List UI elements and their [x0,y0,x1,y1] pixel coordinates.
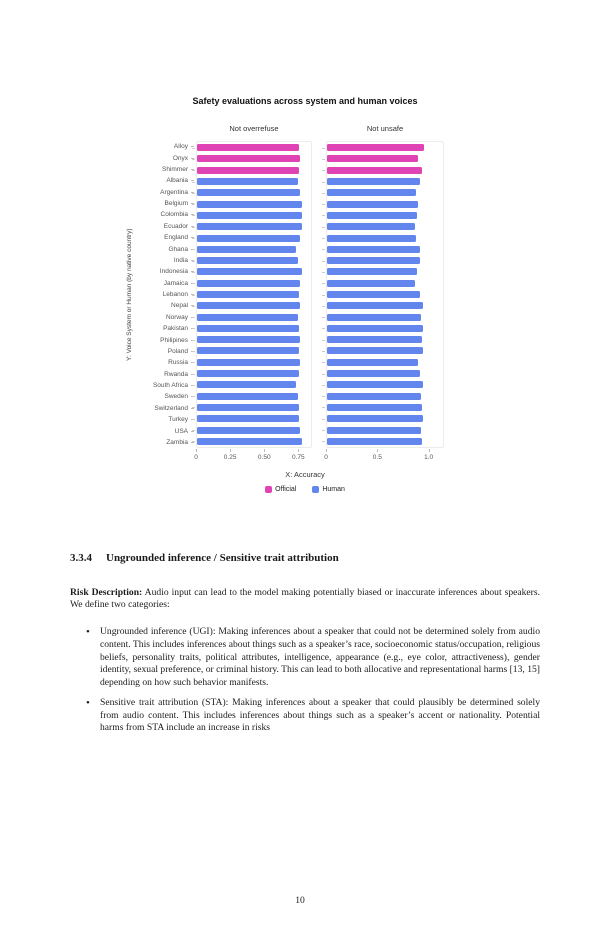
bar-row [197,424,311,435]
legend-label: Human [322,486,345,493]
x-axis [196,449,312,465]
list-item: • Ungrounded inference (UGI): Making inferences about a speaker that could not be determined solely from audio content. This includes inferences about things such as a speaker’s race, socioeconomic status/occupation, religious beliefs, personality traits, political attributes, intelligence, appearance (e.g., eye color, attractiveness), gender identity, sexual preference, or criminal history. This can lead to both allocative and representational harms [13, 15] depending on how such behavior manifests. [70,626,540,690]
bar-row [197,142,311,153]
y-axis-label: Belgium [138,198,194,209]
y-axis-title: Y: Voice System or Human (by native country) [126,228,133,361]
list-item: • Sensitive trait attribution (STA): Making inferences about a speaker that could plausibly be determined solely from audio content. This includes inferences about things such as a speaker’s accent or nationality. Potential harms from STA include an increase in risks [70,697,540,735]
bar-row [197,402,311,413]
bar [197,257,298,264]
x-tick-mark [298,449,299,452]
bar [197,201,302,208]
bar-row [327,198,443,209]
bar [197,404,299,411]
y-axis-label: Philipines [138,334,194,345]
x-tick-label: 0.50 [257,454,271,461]
bar-row [197,413,311,424]
bar-row [197,357,311,368]
bar-row [197,165,311,176]
bar [327,246,420,253]
bar-row [327,278,443,289]
bar [327,144,424,151]
bar [197,167,299,174]
bar [197,223,302,230]
bar [197,155,300,162]
bar [327,302,423,309]
bar-row [327,436,443,447]
bar-row [197,300,311,311]
bar-row [327,255,443,266]
page-number: 10 [295,895,305,906]
bar-row [327,165,443,176]
bar-row [197,232,311,243]
bar-row [327,334,443,345]
bar [327,268,417,275]
y-axis-labels [138,141,194,448]
y-axis-label: Sweden [138,391,194,402]
plot-area [326,141,444,448]
bar [197,393,298,400]
bar-row [197,187,311,198]
bar [197,291,299,298]
legend-label: Official [275,486,297,493]
bar-row [327,232,443,243]
bar-row [327,311,443,322]
bar [327,212,417,219]
x-axis [326,449,444,465]
bar-row [327,379,443,390]
bar-row [197,153,311,164]
chart-panel [326,124,444,465]
legend-swatch [312,486,319,493]
bar [327,280,415,287]
chart-body [126,124,466,465]
bar [197,246,296,253]
x-tick-mark [196,449,197,452]
bar-row [327,368,443,379]
safety-evaluations-figure [126,96,466,493]
y-axis-label: Albania [138,175,194,186]
y-axis-label: Switzerland [138,403,194,414]
bar [327,370,420,377]
bar [327,438,422,445]
y-axis-label: England [138,232,194,243]
risk-description-paragraph [70,587,540,613]
chart-title: Safety evaluations across system and human voices [192,96,418,106]
bar-row [327,266,443,277]
y-axis-label: South Africa [138,380,194,391]
section-number: 3.3.4 [70,552,92,564]
bar-row [327,176,443,187]
bar [327,393,421,400]
bar-row [327,300,443,311]
chart-panel [196,124,312,465]
y-axis-label: Rwanda [138,369,194,380]
plot-area [196,141,312,448]
bar [327,325,423,332]
legend-item [312,486,345,493]
bar-row [327,413,443,424]
bar [197,302,300,309]
bar [197,189,300,196]
y-axis-label: Russia [138,357,194,368]
bar [327,314,421,321]
bar [327,291,420,298]
x-tick-label: 0.75 [292,454,305,461]
risk-description-text: Audio input can lead to the model making potentially biased or inaccurate inferences about speakers. We define two categories: [70,586,541,611]
y-axis-label: Jamaica [138,278,194,289]
bar [327,415,423,422]
bar [197,415,299,422]
y-axis-label: Lebanon [138,289,194,300]
y-axis-label: Norway [138,312,194,323]
bar [327,336,422,343]
bar-row [327,345,443,356]
bar-row [197,368,311,379]
y-axis-label: India [138,255,194,266]
bar [197,427,300,434]
bar-row [197,334,311,345]
x-tick-mark [326,449,327,452]
bar [197,336,300,343]
section-title: Ungrounded inference / Sensitive trait attribution [106,552,339,564]
bar [197,314,298,321]
bar [327,381,423,388]
y-axis-label: Pakistan [138,323,194,334]
legend-swatch [265,486,272,493]
bar-row [197,210,311,221]
y-axis-label: Onyx [138,152,194,163]
y-axis-label: Nepal [138,300,194,311]
bar-row [327,402,443,413]
bar [197,280,300,287]
bar [327,167,422,174]
bar-row [197,244,311,255]
bar-row [197,289,311,300]
risk-description-label: Risk Description: [70,586,143,598]
bar [197,359,300,366]
paper-page [0,96,600,906]
chart-panels [196,124,444,465]
bar-row [197,266,311,277]
bar-row [197,278,311,289]
x-tick-label: 0 [194,454,198,461]
bar [197,178,298,185]
bar-row [197,255,311,266]
bar [327,427,421,434]
y-axis-label: Indonesia [138,266,194,277]
y-axis-label: Turkey [138,414,194,425]
bar [327,189,416,196]
x-tick-mark [377,449,378,452]
y-axis-label: Zambia [138,437,194,448]
x-axis-title: X: Accuracy [285,470,325,479]
body-text [70,551,540,735]
x-tick-label: 0.25 [223,454,237,461]
bar [197,268,302,275]
x-tick-mark [230,449,231,452]
bar-row [327,289,443,300]
bar-row [327,142,443,153]
bar [327,347,423,354]
bar-row [197,198,311,209]
bar [197,370,299,377]
y-axis-label: Ghana [138,243,194,254]
bar-row [327,424,443,435]
panel-title: Not overrefuse [229,124,279,133]
bar [197,212,302,219]
bar [197,381,296,388]
bar [197,438,302,445]
y-axis-label: Ecuador [138,221,194,232]
bar-row [197,345,311,356]
bar [197,235,300,242]
bar [327,201,418,208]
bar [327,155,418,162]
bar [197,325,299,332]
section-heading [70,551,540,566]
bar-row [197,379,311,390]
bar-row [327,153,443,164]
panel-title: Not unsafe [366,124,404,133]
bar [327,178,420,185]
y-axis-label: Poland [138,346,194,357]
x-tick-mark [429,449,430,452]
bar-row [327,221,443,232]
bar-row [197,436,311,447]
bar [197,347,299,354]
bar [327,235,416,242]
x-tick-label: 1.0 [424,454,434,461]
y-axis-label: USA [138,425,194,436]
y-axis-label: Colombia [138,209,194,220]
bar-row [197,176,311,187]
y-axis-label: Alloy [138,141,194,152]
y-axis-label: Shimmer [138,164,194,175]
bar-row [327,357,443,368]
chart-legend [126,486,466,493]
bar [197,144,299,151]
bar-row [197,221,311,232]
bar-row [327,323,443,334]
bar [327,223,415,230]
risk-categories-list [70,626,540,735]
bar-row [327,187,443,198]
x-tick-label: 0 [324,454,328,461]
y-axis-label: Argentina [138,187,194,198]
bar-row [327,391,443,402]
bar [327,404,422,411]
legend-item [265,486,296,493]
x-tick-mark [264,449,265,452]
bar-row [327,244,443,255]
bar [327,359,418,366]
bar [327,257,420,264]
bar-row [197,323,311,334]
bar-row [197,391,311,402]
x-tick-label: 0.5 [372,454,382,461]
bar-row [327,210,443,221]
bar-row [197,311,311,322]
